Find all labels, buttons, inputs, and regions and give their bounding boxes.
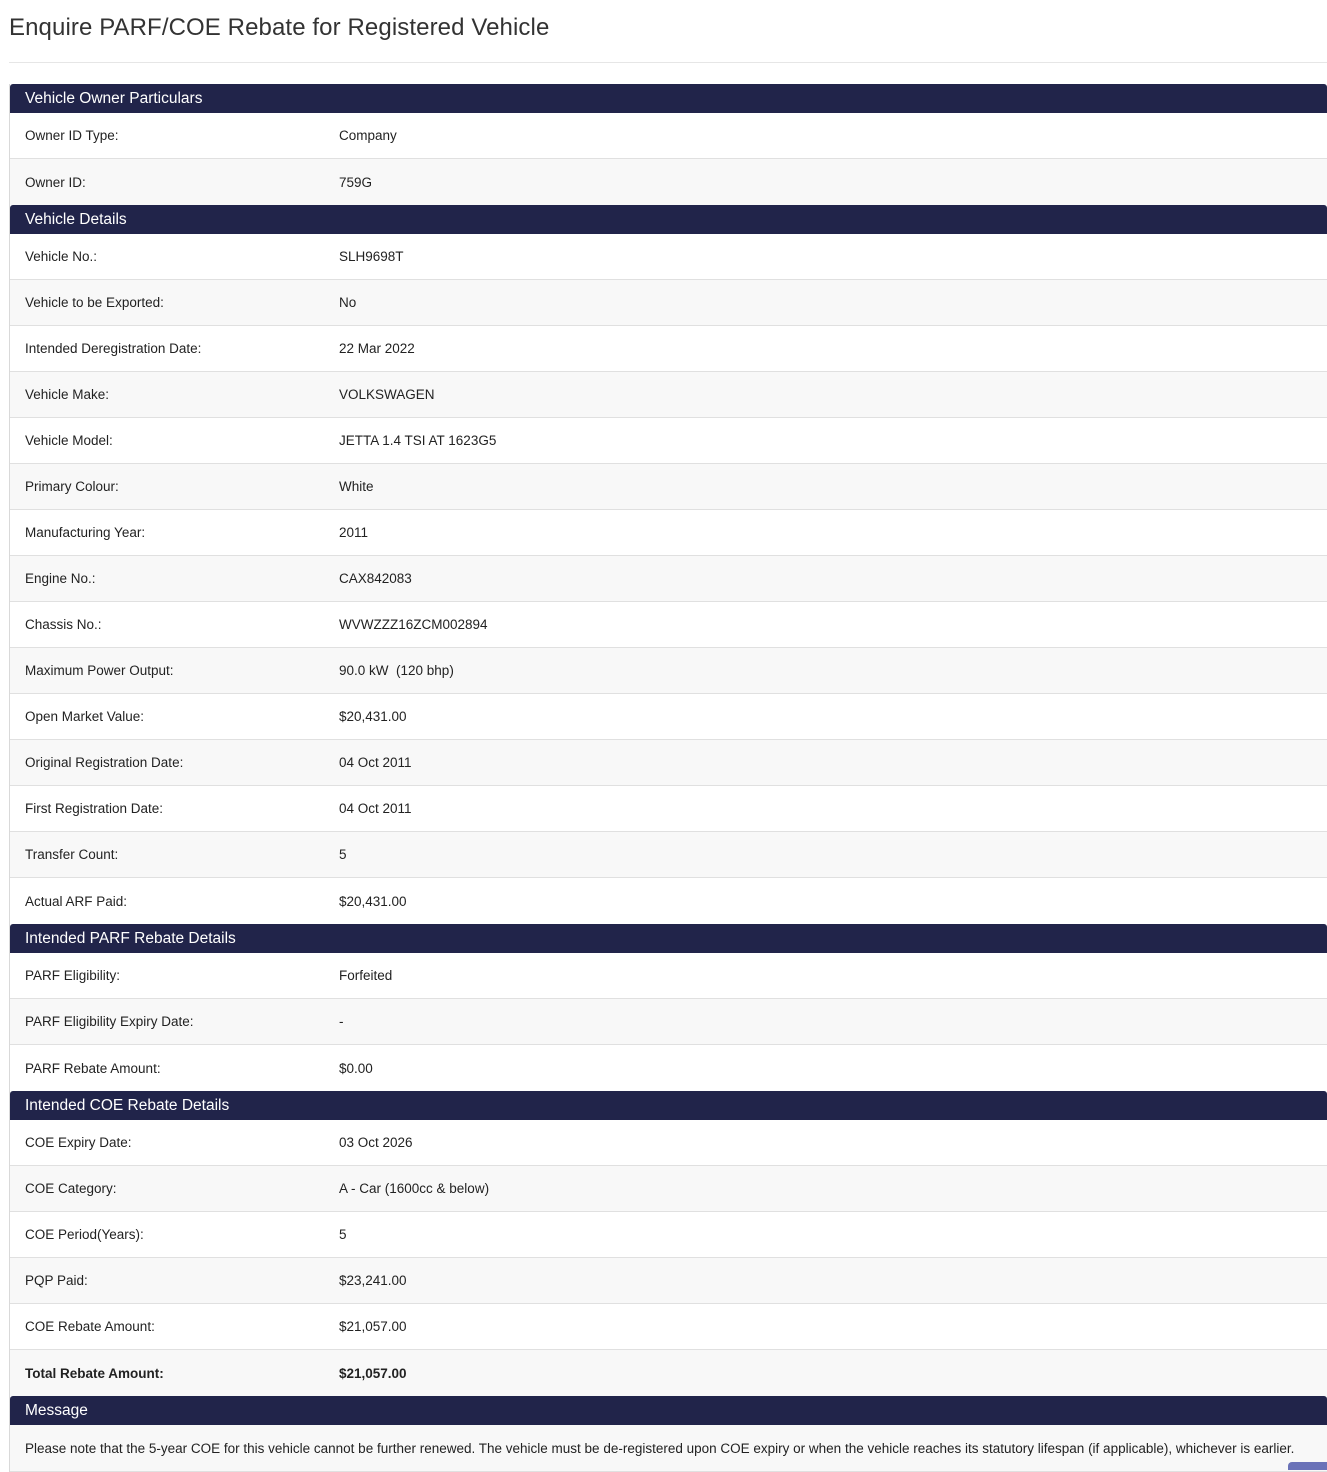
open-market-value-label: Open Market Value:: [25, 709, 145, 724]
chassis-no-label: Chassis No.:: [25, 617, 102, 632]
row-primary-colour: [10, 464, 1327, 510]
parf-eligibility-expiry-value: -: [339, 1014, 344, 1029]
rebate-details-panel: [9, 84, 1327, 1472]
total-rebate-amount-label: Total Rebate Amount:: [25, 1365, 164, 1381]
deregistration-date-label: Intended Deregistration Date:: [25, 341, 202, 356]
parf-rebate-amount-label: PARF Rebate Amount:: [25, 1060, 161, 1076]
vehicle-model-value: JETTA 1.4 TSI AT 1623G5: [339, 433, 497, 448]
vehicle-no-value: SLH9698T: [339, 249, 404, 264]
transfer-count-label: Transfer Count:: [25, 847, 119, 862]
coe-expiry-date-label: COE Expiry Date:: [25, 1135, 132, 1150]
first-registration-date-label: First Registration Date:: [25, 801, 164, 816]
row-vehicle-model: [10, 418, 1327, 464]
first-registration-date-value: 04 Oct 2011: [339, 801, 412, 816]
pqp-paid-value: $23,241.00: [339, 1273, 407, 1288]
manufacturing-year-label: Manufacturing Year:: [25, 525, 146, 540]
parf-rows: [10, 953, 1327, 1091]
vehicle-model-label: Vehicle Model:: [25, 433, 113, 448]
vehicle-exported-value: No: [339, 295, 357, 310]
transfer-count-value: 5: [339, 847, 347, 862]
vehicle-exported-label: Vehicle to be Exported:: [25, 295, 164, 310]
manufacturing-year-value: 2011: [339, 525, 369, 540]
total-rebate-amount-value: $21,057.00: [339, 1365, 407, 1381]
row-parf-eligibility: [10, 953, 1327, 999]
section-header-vehicle: Vehicle Details: [10, 205, 1327, 234]
row-owner-id-type: [10, 113, 1327, 159]
engine-no-value: CAX842083: [339, 571, 412, 586]
row-vehicle-make: [10, 372, 1327, 418]
page-title: Enquire PARF/COE Rebate for Registered Vehicle: [9, 14, 550, 41]
parf-rebate-amount-value: $0.00: [339, 1060, 373, 1076]
coe-period-label: COE Period(Years):: [25, 1227, 144, 1242]
coe-category-value: A - Car (1600cc & below): [339, 1181, 490, 1196]
row-coe-rebate-amount: [10, 1304, 1327, 1350]
section-header-parf: Intended PARF Rebate Details: [10, 924, 1327, 953]
parf-eligibility-value: Forfeited: [339, 968, 393, 983]
original-registration-date-value: 04 Oct 2011: [339, 755, 412, 770]
deregistration-date-value: 22 Mar 2022: [339, 341, 415, 356]
section-header-coe: Intended COE Rebate Details: [10, 1091, 1327, 1120]
actual-arf-paid-label: Actual ARF Paid:: [25, 893, 128, 909]
section-header-message: Message: [10, 1396, 1327, 1425]
parf-eligibility-expiry-label: PARF Eligibility Expiry Date:: [25, 1014, 194, 1029]
scroll-to-top-button[interactable]: [1288, 1462, 1327, 1470]
owner-id-label: Owner ID:: [25, 174, 86, 190]
coe-period-value: 5: [339, 1227, 347, 1242]
owner-rows: [10, 113, 1327, 205]
open-market-value-value: $20,431.00: [339, 709, 407, 724]
vehicle-make-value: VOLKSWAGEN: [339, 387, 435, 402]
pqp-paid-label: PQP Paid:: [25, 1273, 88, 1288]
row-max-power-output: [10, 648, 1327, 694]
owner-id-type-value: Company: [339, 128, 397, 143]
row-first-registration-date: [10, 786, 1327, 832]
primary-colour-label: Primary Colour:: [25, 479, 119, 494]
row-vehicle-no: [10, 234, 1327, 280]
coe-category-label: COE Category:: [25, 1181, 117, 1196]
row-chassis-no: [10, 602, 1327, 648]
vehicle-rows: [10, 234, 1327, 924]
max-power-output-label: Maximum Power Output:: [25, 663, 174, 678]
owner-id-type-label: Owner ID Type:: [25, 128, 119, 143]
parf-eligibility-label: PARF Eligibility:: [25, 968, 121, 983]
coe-rows: [10, 1120, 1327, 1396]
coe-expiry-date-value: 03 Oct 2026: [339, 1135, 413, 1150]
row-owner-id: [10, 159, 1327, 205]
section-header-owner: Vehicle Owner Particulars: [10, 84, 1327, 113]
row-vehicle-exported: [10, 280, 1327, 326]
row-total-rebate-amount: [10, 1350, 1327, 1396]
row-actual-arf-paid: [10, 878, 1327, 924]
row-deregistration-date: [10, 326, 1327, 372]
row-pqp-paid: [10, 1258, 1327, 1304]
chassis-no-value: WVWZZZ16ZCM002894: [339, 617, 488, 632]
message-text: Please note that the 5-year COE for this vehicle cannot be further renewed. The vehicle must be de-registered upon COE expiry or when the vehicle reaches its statutory lifespan (if applicable), whichever is earlier.: [10, 1425, 1327, 1472]
coe-rebate-amount-label: COE Rebate Amount:: [25, 1319, 155, 1334]
actual-arf-paid-value: $20,431.00: [339, 893, 407, 909]
vehicle-no-label: Vehicle No.:: [25, 249, 98, 264]
vehicle-make-label: Vehicle Make:: [25, 387, 110, 402]
row-original-registration-date: [10, 740, 1327, 786]
owner-id-value: 759G: [339, 174, 373, 190]
row-parf-rebate-amount: [10, 1045, 1327, 1091]
row-coe-period: [10, 1212, 1327, 1258]
row-manufacturing-year: [10, 510, 1327, 556]
max-power-output-value: 90.0 kW (120 bhp): [339, 663, 454, 678]
original-registration-date-label: Original Registration Date:: [25, 755, 184, 770]
row-open-market-value: [10, 694, 1327, 740]
title-divider: [9, 62, 1327, 63]
row-coe-expiry-date: [10, 1120, 1327, 1166]
row-coe-category: [10, 1166, 1327, 1212]
coe-rebate-amount-value: $21,057.00: [339, 1319, 407, 1334]
row-engine-no: [10, 556, 1327, 602]
primary-colour-value: White: [339, 479, 374, 494]
engine-no-label: Engine No.:: [25, 571, 96, 586]
row-parf-eligibility-expiry: [10, 999, 1327, 1045]
row-transfer-count: [10, 832, 1327, 878]
